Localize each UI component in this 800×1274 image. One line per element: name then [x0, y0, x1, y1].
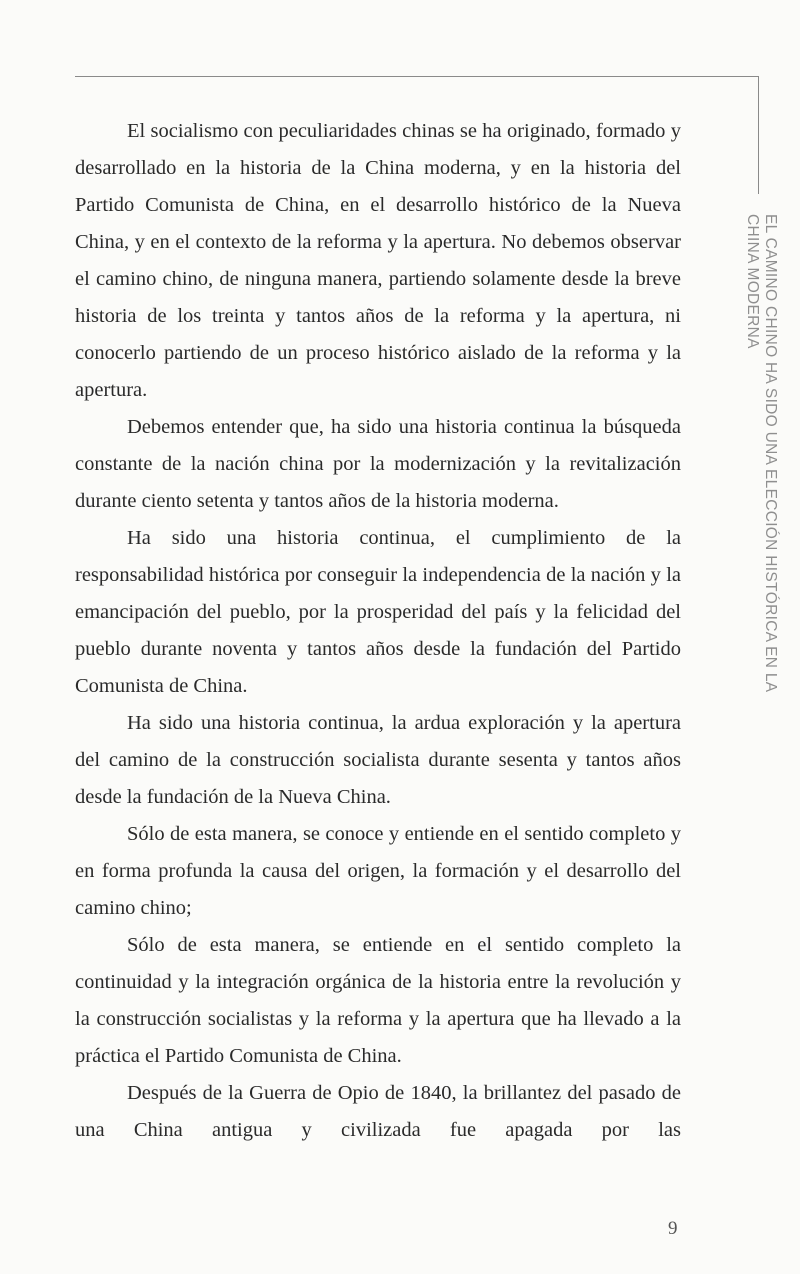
header-rule	[75, 76, 758, 77]
paragraph-2: Debemos entender que, ha sido una historia continua la búsqueda constante de la nación china por la modernización y la revitalización durante ciento setenta y tantos años de la historia moderna.	[75, 416, 681, 512]
margin-rule	[758, 76, 759, 194]
running-head: EL CAMINO CHINO HA SIDO UNA ELECCIÓN HISTÓRICA EN LA CHINA MODERNA	[744, 214, 779, 692]
page-number: 9	[668, 1218, 678, 1239]
paragraph-5: Sólo de esta manera, se conoce y entiende en el sentido completo y en forma profunda la causa del origen, la formación y el desarrollo del camino chino;	[75, 823, 681, 919]
paragraph-7: Después de la Guerra de Opio de 1840, la brillantez del pasado de una China antigua y civilizada fue apagada por las	[75, 1082, 681, 1141]
paragraph-1: El socialismo con peculiaridades chinas se ha originado, formado y desarrollado en la historia de la China moderna, y en la historia del Partido Comunista de China, en el desarrollo histórico de la Nueva China, y en el contexto de la reforma y la apertura. No debemos observar el camino chino, de ninguna manera, partiendo solamente desde la breve historia de los treinta y tantos años de la reforma y la apertura, ni conocerlo partiendo de un proceso histórico aislado de la reforma y la apertura.	[75, 120, 681, 401]
paragraph-3: Ha sido una historia continua, el cumplimiento de la responsabilidad histórica por conseguir la independencia de la nación y la emancipación del pueblo, por la prosperidad del país y la felicidad del pueblo durante noventa y tantos años desde la fundación del Partido Comunista de China.	[75, 527, 681, 697]
paragraph-6: Sólo de esta manera, se entiende en el sentido completo la continuidad y la integración orgánica de la historia entre la revolución y la construcción socialistas y la reforma y la apertura que ha llevado a la práctica el Partido Comunista de China.	[75, 934, 681, 1067]
paragraph-4: Ha sido una historia continua, la ardua exploración y la apertura del camino de la construcción socialista durante sesenta y tantos años desde la fundación de la Nueva China.	[75, 712, 681, 808]
page-body	[75, 113, 681, 1149]
